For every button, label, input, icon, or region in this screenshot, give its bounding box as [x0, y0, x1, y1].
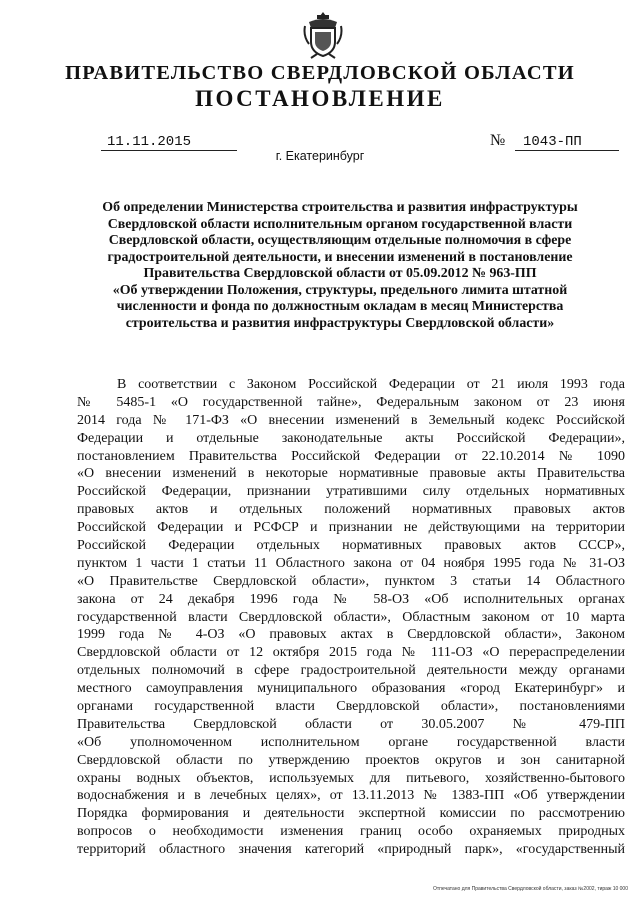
body-line: охраны водных объектов, используемых для питьевого, хозяйственно-бытового: [77, 770, 625, 786]
heading-line: Об определении Министерства строительства и развития инфраструктуры: [102, 200, 578, 215]
heading-line: численности и фонда по должностным окладам в месяц Министерства: [116, 299, 564, 314]
body-line: Порядка формирования и деятельности экспертной комиссии по рассмотрению: [77, 806, 625, 822]
body-line: Свердловской области по утверждению проектов округов и зон санитарной: [77, 752, 625, 768]
body-line: Федерации и отдельные законодательные акты Российской Федерации»,: [77, 430, 625, 446]
body-line: водоснабжения и в лечебных целях», от 13.11.2013 № 1383-ПП «Об утверждении: [77, 788, 625, 804]
body-line: пунктом 1 части 1 статьи 11 Областного закона от 04 ноября 1995 года № 31-ОЗ: [77, 555, 625, 571]
body-line: Российской Федерации отдельных нормативных правовых актов СССР»,: [77, 538, 625, 554]
document-number: 1043-ПП: [515, 134, 619, 151]
body-line: вопросов о необходимости изменения границ особо охраняемых природных: [77, 824, 625, 840]
body-line: правовых актов и отдельных положений нормативных правовых актов: [77, 502, 625, 518]
heading-line: Свердловской области, осуществляющим отдельные полномочия в сфере: [108, 233, 572, 248]
organization-title: ПРАВИТЕЛЬСТВО СВЕРДЛОВСКОЙ ОБЛАСТИ: [65, 62, 575, 84]
document-date: 11.11.2015: [101, 134, 237, 151]
body-line: закона от 24 декабря 1996 года № 58-ОЗ «Об исполнительных органах: [77, 591, 625, 607]
body-line: «О внесении изменений в некоторые нормативные правовые акты Правительства: [77, 466, 625, 482]
heading-line: Правительства Свердловской области от 05.09.2012 № 963-ПП: [143, 266, 537, 281]
body-line: территорий областного значения категорий «природный парк», «государственный: [77, 842, 625, 858]
body-line: Российской Федерации, признании утратившими силу отдельных нормативных: [77, 484, 625, 500]
body-line: органами государственной власти Свердловской области», постановлениями: [77, 699, 625, 715]
heading-line: строительства и развития инфраструктуры Свердловской области»: [125, 315, 555, 331]
document-body: [77, 376, 625, 859]
body-line: Правительства Свердловской области от 30.05.2007 № 479-ПП: [77, 716, 625, 732]
heading-line: градостроительной деятельности, и внесении изменений в постановление: [107, 249, 573, 265]
document-heading: [60, 200, 620, 332]
body-line: Свердловской области от 12 октября 2015 года № 111-ОЗ «О перераспределении: [77, 645, 625, 661]
document-type: ПОСТАНОВЛЕНИЕ: [195, 86, 445, 111]
body-line: отдельных полномочий в сфере градостроительной деятельности между органами: [77, 663, 625, 679]
body-line: постановлением Правительства Российской Федерации от 22.10.2014 № 1090: [77, 448, 625, 464]
body-line: 1999 года № 4-ОЗ «О правовых актах в Свердловской области», Законом: [77, 627, 625, 643]
body-line: местного самоуправления муниципального образования «город Екатеринбург» и: [77, 681, 625, 697]
body-line: В соответствии с Законом Российской Федерации от 21 июля 1993 года: [117, 377, 625, 392]
body-line: Российской Федерации и РСФСР и признании не действующими на территории: [77, 520, 625, 536]
print-footer: Отпечатано для Правительства Свердловской области, заказ №2002, тираж 10 000: [432, 886, 628, 892]
body-line: «О Правительстве Свердловской области», пунктом 3 статьи 14 Областного: [77, 573, 625, 589]
heading-line: «Об утверждении Положения, структуры, предельного лимита штатной: [112, 282, 568, 298]
number-sign: №: [490, 132, 506, 149]
body-line: № 5485-1 «О государственной тайне», Федеральным законом от 23 июня: [77, 394, 625, 410]
body-line: «Об уполномоченном исполнительном органе государственной власти: [77, 734, 625, 750]
city: г. Екатеринбург: [275, 149, 365, 163]
body-line: государственной власти Свердловской области», Областным законом от 10 марта: [77, 609, 625, 625]
coat-of-arms-icon: [303, 10, 343, 60]
heading-line: Свердловской области исполнительным органом государственной власти: [107, 216, 573, 232]
body-line: 2014 года № 171-ФЗ «О внесении изменений в Земельный кодекс Российской: [77, 412, 625, 428]
